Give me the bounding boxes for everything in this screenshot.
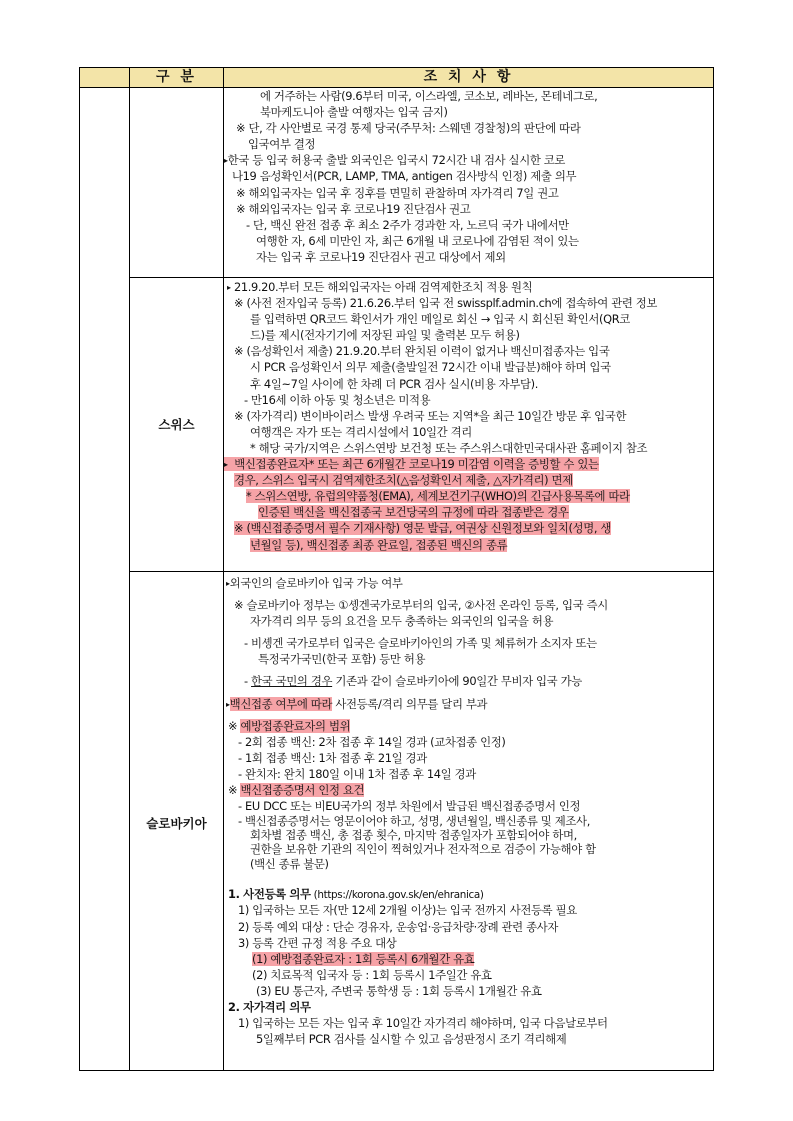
row-divider (129, 571, 713, 572)
triangle-bullet-icon: ▸ (226, 579, 230, 588)
text-line: ※ (사전 전자입국 등록) 21.6.26.부터 입국 전 swissplf.admin.ch에 접속하여 관련 정보 (234, 296, 658, 311)
text-line-highlighted: * 스위스연방, 유럽의약품청(EMA), 세계보건기구(WHO)의 긴급사용목록에 따라 (246, 489, 630, 504)
text-line: 시 PCR 음성확인서 의무 제출(출발일전 72시간 이내 발급분)해야 하며 입국 (250, 360, 611, 375)
text-line: 여행한 자, 6세 미만인 자, 최근 6개월 내 코로나에 감염된 적이 있는 (256, 233, 579, 248)
text-line: (3) EU 통근자, 주변국 통학생 등 : 1회 등록시 1개월간 유효 (256, 983, 542, 998)
registration-url: (https://korona.gov.sk/en/ehranica) (310, 889, 484, 902)
text-line: (백신 종류 불문) (250, 857, 329, 872)
quarantine-title: 2. 자가격리 의무 (228, 999, 311, 1014)
table-header (80, 68, 713, 88)
text-line-highlighted: 년월일 등), 백신접종 최종 완료일, 접종된 백신의 종류 (250, 537, 508, 552)
text-line-highlighted: 경우, 스위스 입국시 검역제한조치(△음성확인서 제출, △자가격리) 면제 (234, 473, 573, 488)
text-line: 입국여부 결정 (248, 137, 316, 152)
text-line: - 단, 백신 완전 접종 후 최소 2주가 경과한 자, 노르딕 국가 내에서만 (246, 217, 569, 232)
korean-nationals-line: - 한국 국민의 경우 기존과 같이 슬로바키아에 90일간 무비자 입국 가능 (244, 674, 582, 689)
text-line: 나19 음성확인서(PCR, LAMP, TMA, antigen 검사방식 인정) 제출 의무 (232, 169, 577, 184)
triangle-bullet-icon: ▸ (226, 699, 230, 709)
text-line: ※ 해외입국자는 입국 후 징후를 면밀히 관찰하며 자가격리 7일 권고 (236, 185, 559, 200)
text-line-highlighted: 인증된 백신을 백신접종국 보건당국의 규정에 따라 접종받은 경우 (258, 505, 569, 520)
registration-title: 1. 사전등록 의무 (https://korona.gov.sk/en/ehranica) (228, 887, 484, 902)
text-line: 5일째부터 PCR 검사를 실시할 수 있고 음성판정시 조기 격리해제 (256, 1032, 567, 1047)
triangle-bullet-icon: ▸ (227, 283, 231, 292)
switzerland-measures (224, 279, 712, 553)
text-line: 특정국가국민(한국 포함) 등만 허용 (258, 652, 426, 667)
text-line: (2) 치료목적 입국자 등 : 1회 등록시 1주일간 유효 (252, 967, 492, 982)
text-line: ▸ 21.9.20.부터 모든 해외입국자는 아래 검역제한조치 적용 원칙 (227, 280, 533, 294)
slovakia-measures (224, 575, 712, 1047)
text-line: - 만16세 이하 아동 및 청소년은 미적용 (244, 392, 431, 407)
scope-title: ※ 예방접종완료자의 범위 (228, 718, 351, 733)
text-line: 1) 입국하는 모든 자는 입국 후 10일간 자가격리 해야하며, 입국 다음날로부터 (238, 1016, 608, 1031)
grid-line (129, 68, 130, 1070)
header-measures: 조 치 사 항 (423, 69, 514, 85)
text-line: 에 거주하는 사람(9.6부터 미국, 이스라엘, 코소보, 레바논, 몬테네그로, (260, 89, 598, 103)
text-line: 회차별 접종 백신, 총 접종 횟수, 마지막 접종일자가 포함되어야 하며, (250, 828, 577, 843)
text-line: 1) 입국하는 모든 자(만 12세 2개월 이상)는 입국 전까지 사전등록 필요 (238, 903, 577, 918)
country-switzerland: 스위스 (158, 417, 195, 432)
text-line: 2) 등록 예외 대상 : 단순 경유자, 운송업·응급차량·장례 관련 종사자 (238, 919, 559, 934)
vaccine-line: ▸백신접종 여부에 따라 사전등록/격리 의무를 달리 부과 (226, 696, 488, 711)
text-line-highlighted: ▸ 백신접종완료자* 또는 최근 6개월간 코로나19 미감염 이력을 증빙할 수 있는 (224, 457, 599, 472)
header-category: 구 분 (156, 69, 197, 85)
text-line: ※ (자가격리) 변이바이러스 발생 우려국 또는 지역*을 최근 10일간 방문 후 입국한 (234, 408, 627, 423)
text-line: - 1회 접종 백신: 1차 접종 후 21일 경과 (238, 750, 427, 765)
text-line: ※ 해외입국자는 입국 후 코로나19 진단검사 권고 (236, 201, 471, 216)
text-line: ※ 단, 각 사안별로 국경 통제 당국(주무처: 스웨덴 경찰청)의 판단에 따라 (236, 121, 581, 136)
text-line: - 2회 접종 백신: 2차 접종 후 14일 경과 (교차접종 인정) (238, 734, 506, 749)
text-line: 3) 등록 간편 규정 적용 주요 대상 (238, 935, 397, 950)
text-line: ※ (음성확인서 제출) 21.9.20.부터 완치된 이력이 없거나 백신미접종자는 입국 (234, 344, 610, 359)
cert-title: ※ 백신접종증명서 인정 요건 (228, 783, 365, 798)
country-slovakia: 슬로바키아 (146, 816, 207, 831)
continuation-measures (224, 88, 712, 265)
text-line: 를 입력하면 QR코드 확인서가 개인 메일로 회신 → 입국 시 회신된 확인서(QR코 (250, 312, 630, 327)
triangle-bullet-icon: ▸ (224, 156, 228, 166)
text-line: 드)를 제시(전자기기에 저장된 파일 및 출력본 모두 허용) (250, 328, 520, 343)
text-line: - 비솅겐 국가로부터 입국은 슬로바키아인의 가족 및 체류허가 소지자 또는 (244, 636, 597, 651)
triangle-bullet-icon: ▸ (224, 460, 228, 470)
text-line: ※ 슬로바키아 정부는 ①솅겐국가로부터의 입국, ②사전 온라인 등록, 입국 즉시 (234, 598, 608, 613)
text-line: 여행객은 자가 또는 격리시설에서 10일간 격리 (250, 424, 472, 439)
measures-table (79, 67, 714, 1071)
entry-title: ▸외국인의 슬로바키아 입국 가능 여부 (226, 576, 403, 590)
text-line: 권한을 보유한 기관의 직인이 찍혀있거나 전자적으로 검증이 가능해야 함 (250, 842, 596, 857)
row-divider (129, 277, 713, 278)
text-line: 북마케도니아 출발 여행자는 입국 금지) (260, 105, 448, 120)
text-line: 자는 입국 후 코로나19 진단검사 권고 대상에서 제외 (256, 249, 506, 264)
text-line: - 완치자: 완치 180일 이내 1차 접종 후 14일 경과 (238, 766, 476, 781)
text-line: - 백신접종증명서는 영문이어야 하고, 성명, 생년월일, 백신종류 및 제조사, (238, 814, 590, 829)
text-line: 후 4일~7일 사이에 한 차례 더 PCR 검사 실시(비용 자부담). (250, 376, 538, 391)
text-line: ▸한국 등 입국 허용국 출발 외국인은 입국시 72시간 내 검사 실시한 코로 (224, 153, 566, 168)
text-line: * 해당 국가/지역은 스위스연방 보건청 또는 주스위스대한민국대사관 홈페이지 참조 (250, 440, 648, 455)
text-line-highlighted: (1) 예방접종완료자 : 1회 등록시 6개월간 유효 (252, 951, 475, 966)
text-line-highlighted: ※ (백신접종증명서 필수 기재사항) 영문 발급, 여권상 신원정보와 일치(성명, 생 (234, 521, 612, 536)
text-line: 자가격리 의무 등의 요건을 모두 충족하는 외국인의 입국을 허용 (250, 614, 554, 629)
text-line: - EU DCC 또는 비EU국가의 정부 차원에서 발급된 백신접종증명서 인정 (238, 799, 581, 814)
